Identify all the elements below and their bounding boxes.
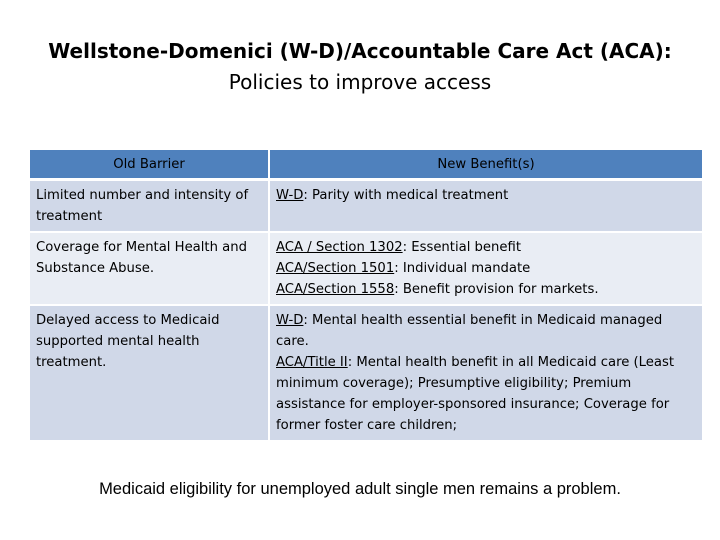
benefit-reference: ACA/Title II	[276, 355, 348, 370]
table-row	[30, 180, 702, 233]
title-line-1: Wellstone-Domenici (W-D)/Accountable Care Act (ACA):	[48, 39, 672, 63]
benefit-text: : Individual mandate	[394, 261, 531, 276]
benefit-reference: ACA / Section 1302	[276, 240, 403, 255]
barriers-benefits-table	[30, 150, 702, 442]
benefit-entry	[276, 258, 698, 279]
benefit-entry	[276, 279, 698, 300]
table-row	[30, 232, 702, 305]
table-header-row	[30, 150, 702, 180]
slide-title	[0, 36, 720, 98]
benefit-entry	[276, 237, 698, 258]
footnote: Medicaid eligibility for unemployed adult single men remains a problem.	[99, 480, 621, 498]
benefit-text: : Benefit provision for markets.	[394, 282, 599, 297]
benefits-cell	[269, 232, 702, 305]
benefit-entry	[276, 352, 698, 436]
benefits-cell	[269, 305, 702, 441]
table-row	[30, 305, 702, 441]
benefit-entry	[276, 310, 698, 352]
benefits-cell	[269, 180, 702, 233]
benefit-entry	[276, 185, 698, 206]
barrier-cell: Delayed access to Medicaid supported mental health treatment.	[30, 305, 269, 441]
benefit-text: : Mental health essential benefit in Medicaid managed care.	[276, 313, 663, 349]
benefit-text: : Essential benefit	[402, 240, 521, 255]
benefit-text: : Parity with medical treatment	[303, 188, 509, 203]
benefit-text: : Mental health benefit in all Medicaid care (Least minimum coverage); Presumptive eligibility; Premium assistance for employer-sponsored insurance; Coverage for former foster care children;	[276, 355, 675, 433]
barrier-cell: Coverage for Mental Health and Substance Abuse.	[30, 232, 269, 305]
benefit-reference: ACA/Section 1558	[276, 282, 395, 297]
benefit-reference: W-D	[276, 313, 304, 328]
benefit-reference: W-D	[276, 188, 304, 203]
header-old-barrier: Old Barrier	[30, 150, 269, 180]
benefit-reference: ACA/Section 1501	[276, 261, 395, 276]
header-new-benefits: New Benefit(s)	[269, 150, 702, 180]
title-line-2: Policies to improve access	[228, 70, 492, 94]
barrier-cell: Limited number and intensity of treatment	[30, 180, 269, 233]
